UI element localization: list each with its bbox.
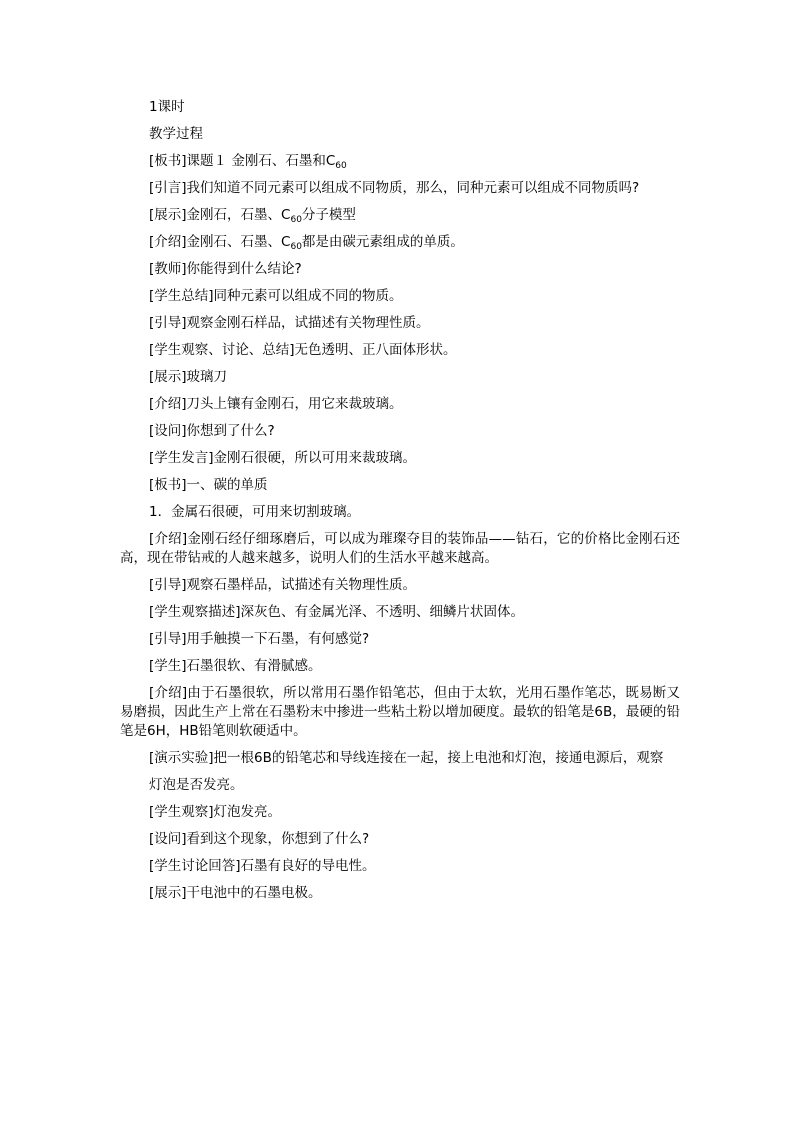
section-heading-teaching-process: 教学过程 [149, 126, 203, 142]
guide-diamond-line: [引导]观察金刚石样品，试描述有关物理性质。 [149, 315, 430, 331]
student-feel-line: [学生]石墨很软、有滑腻感。 [149, 658, 322, 674]
student-summary-line: [学生总结]同种元素可以组成不同的物质。 [149, 288, 403, 304]
student-speak-line: [学生发言]金刚石很硬，所以可用来裁玻璃。 [149, 450, 417, 466]
display-electrode-line: [展示]干电池中的石墨电极。 [149, 885, 322, 901]
subscript-60: 60 [290, 242, 302, 252]
introduce-pencil-paragraph: [介绍]由于石墨很软，所以常用石墨作铅笔芯，但由于太软，光用石墨作笔芯，既易断又易磨损，因此生产上常在石墨粉末中掺进一些粘土粉以增加硬度。最软的铅笔是6B，最硬的铅笔是6H，HB铅笔则软硬适中。 [120, 685, 680, 739]
student-answer-line: [学生讨论回答]石墨有良好的导电性。 [149, 858, 376, 874]
lesson-period: 1课时 [149, 99, 185, 115]
question-phenomenon-line: [设问]看到这个现象，你想到了什么? [149, 831, 370, 847]
introduce-diamond-paragraph: [介绍]金刚石经仔细琢磨后，可以成为璀璨夺目的装饰品——钻石，它的价格比金刚石还高，现在带钻戒的人越来越多，说明人们的生活水平越来越高。 [120, 531, 680, 566]
student-describe-graphite-line: [学生观察描述]深灰色、有金属光泽、不透明、细鳞片状固体。 [149, 604, 525, 620]
board-carbon-element-line: [板书]一、碳的单质 [149, 477, 268, 493]
display-models-line: [展示]金刚石，石墨、$C_{60}$分子模型 [149, 207, 356, 225]
demo-experiment-line: [演示实验]把一根6B的铅笔芯和导线连接在一起，接上电池和灯泡，接通电源后，观察 [149, 750, 664, 766]
display-glass-knife-line: [展示]玻璃刀 [149, 369, 228, 385]
student-observe-diamond-line: [学生观察、讨论、总结]无色透明、正八面体形状。 [149, 342, 457, 358]
guide-graphite-line: [引导]观察石墨样品，试描述有关物理性质。 [149, 577, 417, 593]
point-one-line: 1．金属石很硬，可用来切割玻璃。 [149, 504, 361, 520]
lesson-content [120, 98, 680, 911]
guide-touch-line: [引导]用手触摸一下石墨，有何感觉? [149, 631, 370, 647]
introduce-knife-line: [介绍]刀头上镶有金刚石，用它来裁玻璃。 [149, 396, 403, 412]
student-observe-bulb-line: [学生观察]灯泡发亮。 [149, 804, 282, 820]
demo-experiment-continued-line: 灯泡是否发亮。 [149, 777, 244, 793]
subscript-60: 60 [290, 215, 302, 225]
question-think-line: [设问]你想到了什么? [149, 423, 275, 439]
teacher-question-line: [教师]你能得到什么结论? [149, 261, 302, 277]
subscript-60: 60 [335, 161, 347, 171]
board-title-line: [板书]课题１ 金刚石、石墨和$C_{60}$ [149, 153, 347, 171]
introduce-carbon-line: [介绍]金刚石、石墨、$C_{60}$都是由碳元素组成的单质。 [149, 234, 464, 252]
intro-line: [引言]我们知道不同元素可以组成不同物质，那么，同种元素可以组成不同物质吗? [149, 180, 640, 196]
